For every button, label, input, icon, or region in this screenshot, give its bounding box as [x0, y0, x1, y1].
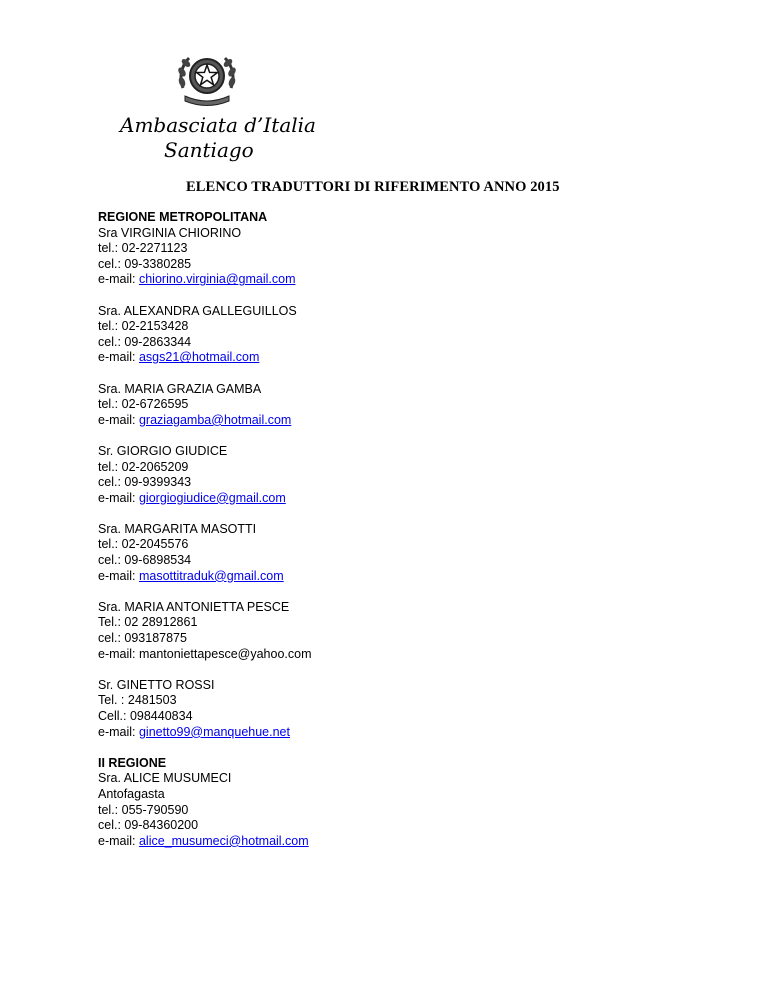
translator-email-row	[98, 725, 698, 741]
email-label: e-mail:	[98, 272, 139, 287]
translator-cel: cel.: 09-3380285	[98, 256, 192, 271]
email-link[interactable]: giorgiogiudice@gmail.com	[138, 490, 286, 505]
translator-email-row	[98, 350, 698, 366]
translator-name: Sr. GIORGIO GIUDICE	[98, 443, 228, 458]
email-label: e-mail:	[98, 412, 139, 427]
email-label: e-mail:	[98, 350, 139, 365]
translator-email-row	[98, 834, 698, 850]
embassy-name: Ambasciata d’Italia	[120, 113, 316, 137]
translator-cel: cel.: 09-9399343	[98, 475, 192, 490]
translator-tel: tel.: 02-6726595	[98, 397, 189, 412]
translator-email-row	[98, 413, 698, 429]
email-link[interactable]: chiorino.virginia@gmail.com	[138, 272, 296, 287]
translator-tel: tel.: 02-2271123	[98, 241, 188, 256]
translator-name: Sra. MARIA ANTONIETTA PESCE	[98, 599, 290, 614]
email-link[interactable]: asgs21@hotmail.com	[138, 350, 260, 365]
translator-city: Antofagasta	[98, 786, 165, 801]
embassy-city: Santiago	[164, 138, 254, 162]
translator-name: Sra. MARGARITA MASOTTI	[98, 521, 257, 536]
email-link[interactable]: alice_musumeci@hotmail.com	[138, 833, 309, 848]
translator-name: Sr. GINETTO ROSSI	[98, 677, 215, 692]
translator-email-row	[98, 272, 698, 288]
translator-cel: cel.: 09-84360200	[98, 818, 199, 833]
italian-republic-emblem-icon	[173, 48, 241, 110]
email-link[interactable]: graziagamba@hotmail.com	[138, 412, 292, 427]
translator-email-row	[98, 569, 698, 585]
translator-tel: Tel.: 02 28912861	[98, 615, 198, 630]
region-heading: II REGIONE	[98, 755, 167, 770]
document-title: ELENCO TRADUTTORI DI RIFERIMENTO ANNO 2015	[186, 179, 560, 195]
translator-cel: cel.: 09-2863344	[98, 334, 192, 349]
translator-tel: tel.: 02-2065209	[98, 459, 189, 474]
translator-email-row	[98, 491, 698, 507]
email-link[interactable]: ginetto99@manquehue.net	[138, 724, 290, 739]
translator-cel: Cell.: 098440834	[98, 709, 193, 723]
email-label: e-mail:	[98, 568, 139, 583]
email-label: e-mail:	[98, 724, 139, 739]
translator-name: Sra. ALEXANDRA GALLEGUILLOS	[98, 303, 297, 318]
translator-cel: cel.: 09-6898534	[98, 553, 192, 568]
translator-cel: cel.: 093187875	[98, 631, 187, 646]
translator-tel: Tel. : 2481503	[98, 693, 177, 708]
translator-list	[98, 210, 698, 849]
email-link[interactable]: masottitraduk@gmail.com	[138, 568, 284, 583]
region-heading: REGIONE METROPOLITANA	[98, 210, 268, 224]
email-label: e-mail:	[98, 833, 139, 848]
translator-tel: tel.: 02-2045576	[98, 537, 189, 552]
translator-name: Sra. MARIA GRAZIA GAMBA	[98, 381, 262, 396]
translator-tel: tel.: 055-790590	[98, 802, 189, 817]
translator-name: Sra VIRGINIA CHIORINO	[98, 225, 242, 240]
email-label: e-mail:	[98, 490, 139, 505]
translator-name: Sra. ALICE MUSUMECI	[98, 771, 232, 786]
translator-tel: tel.: 02-2153428	[98, 319, 189, 334]
translator-email-text: e-mail: mantoniettapesce@yahoo.com	[98, 646, 312, 661]
